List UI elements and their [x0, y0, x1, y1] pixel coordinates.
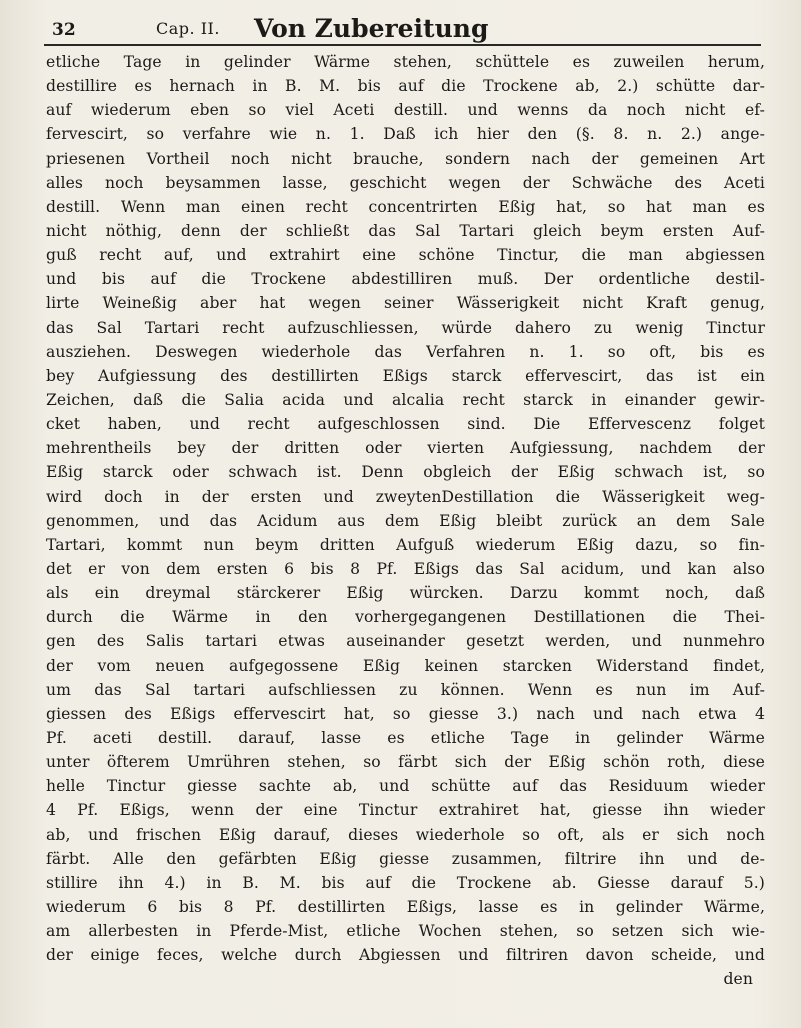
text-line: helle Tinctur giesse sachte ab, und schütte auf das Residuum wieder: [46, 777, 765, 796]
catchword: den: [723, 970, 753, 989]
text-line: Eßig starck oder schwach ist. Denn obgleich der Eßig schwach ist, so: [46, 463, 765, 482]
text-line: genommen, und das Acidum aus dem Eßig bleibt zurück an dem Sale: [46, 511, 765, 530]
text-line: um das Sal tartari aufschliessen zu können. Wenn es nun im Auf-: [46, 680, 765, 699]
text-line: Tartari, kommt nun beym dritten Aufguß wiederum Eßig dazu, so fin-: [46, 535, 765, 554]
text-line: färbt. Alle den gefärbten Eßig giesse zusammen, filtrire ihn und de-: [46, 849, 765, 868]
text-line: ausziehen. Deswegen wiederhole das Verfahren n. 1. so oft, bis es: [46, 342, 765, 361]
text-line: stillire ihn 4.) in B. M. bis auf die Trockene ab. Giesse darauf 5.): [46, 873, 765, 892]
text-line: cket haben, und recht aufgeschlossen sind. Die Effervescenz folget: [46, 415, 765, 434]
text-line: det er von dem ersten 6 bis 8 Pf. Eßigs das Sal acidum, und kan also: [46, 559, 765, 578]
text-line: und bis auf die Trockene abdestilliren muß. Der ordentliche destil-: [46, 270, 765, 289]
text-line: giessen des Eßigs effervescirt hat, so giesse 3.) nach und nach etwa 4: [46, 704, 765, 723]
text-line: bey Aufgiessung des destillirten Eßigs starck effervescirt, das ist ein: [46, 366, 765, 385]
text-line: wiederum 6 bis 8 Pf. destillirten Eßigs, lasse es in gelinder Wärme,: [46, 897, 765, 916]
text-line: destillire es hernach in B. M. bis auf die Trockene ab, 2.) schütte dar-: [46, 77, 765, 96]
text-line: das Sal Tartari recht aufzuschliessen, würde dahero zu wenig Tinctur: [46, 318, 765, 337]
text-line: lirte Weineßig aber hat wegen seiner Wässerigkeit nicht Kraft genug,: [46, 294, 765, 313]
page-number: 32: [52, 20, 76, 40]
text-line: etliche Tage in gelinder Wärme stehen, schüttele es zuweilen herum,: [46, 53, 765, 71]
text-line: am allerbesten in Pferde-Mist, etliche Wochen stehen, so setzen sich wie-: [46, 922, 765, 941]
text-line: priesenen Vortheil noch nicht brauche, sondern nach der gemeinen Art: [46, 149, 765, 168]
text-line: unter öfterem Umrühren stehen, so färbt sich der Eßig schön roth, diese: [46, 753, 765, 772]
text-line: Pf. aceti destill. darauf, lasse es etliche Tage in gelinder Wärme: [46, 728, 765, 747]
text-line: der einige feces, welche durch Abgiessen und filtriren davon scheide, und: [46, 946, 765, 965]
text-line: auf wiederum eben so viel Aceti destill. und wenns da noch nicht ef-: [46, 101, 765, 120]
text-line: gen des Salis tartari etwas auseinander gesetzt werden, und nunmehro: [46, 632, 765, 651]
text-line: guß recht auf, und extrahirt eine schöne Tinctur, die man abgiessen: [46, 246, 765, 265]
text-line: destill. Wenn man einen recht concentrirten Eßig hat, so hat man es: [46, 197, 765, 216]
text-line: alles noch beysammen lasse, geschicht wegen der Schwäche des Aceti: [46, 173, 765, 192]
text-line: durch die Wärme in den vorhergegangenen Destillationen die Thei-: [46, 608, 765, 627]
text-line: 4 Pf. Eßigs, wenn der eine Tinctur extrahiret hat, giesse ihn wieder: [46, 801, 765, 820]
text-line: der vom neuen aufgegossene Eßig keinen starcken Widerstand findet,: [46, 656, 765, 675]
chapter-label: Cap. II.: [156, 19, 220, 38]
text-line: mehrentheils bey der dritten oder vierten Aufgiessung, nachdem der: [46, 439, 765, 458]
text-line: wird doch in der ersten und zweytenDestillation die Wässerigkeit weg-: [46, 487, 765, 506]
page-header: [44, 10, 761, 46]
text-line: Zeichen, daß die Salia acida und alcalia recht starck in einander gewir-: [46, 390, 765, 409]
body-text: [46, 50, 765, 991]
text-line: nicht nöthig, denn der schließt das Sal Tartari gleich beym ersten Auf-: [46, 221, 765, 240]
text-line: als ein dreymal stärckerer Eßig würcken. Darzu kommt noch, daß: [46, 584, 765, 603]
running-title: Von Zubereitung: [254, 14, 489, 43]
text-line: fervescirt, so verfahre wie n. 1. Daß ich hier den (§. 8. n. 2.) ange-: [46, 125, 765, 144]
text-line: ab, und frischen Eßig darauf, dieses wiederhole so oft, als er sich noch: [46, 825, 765, 844]
